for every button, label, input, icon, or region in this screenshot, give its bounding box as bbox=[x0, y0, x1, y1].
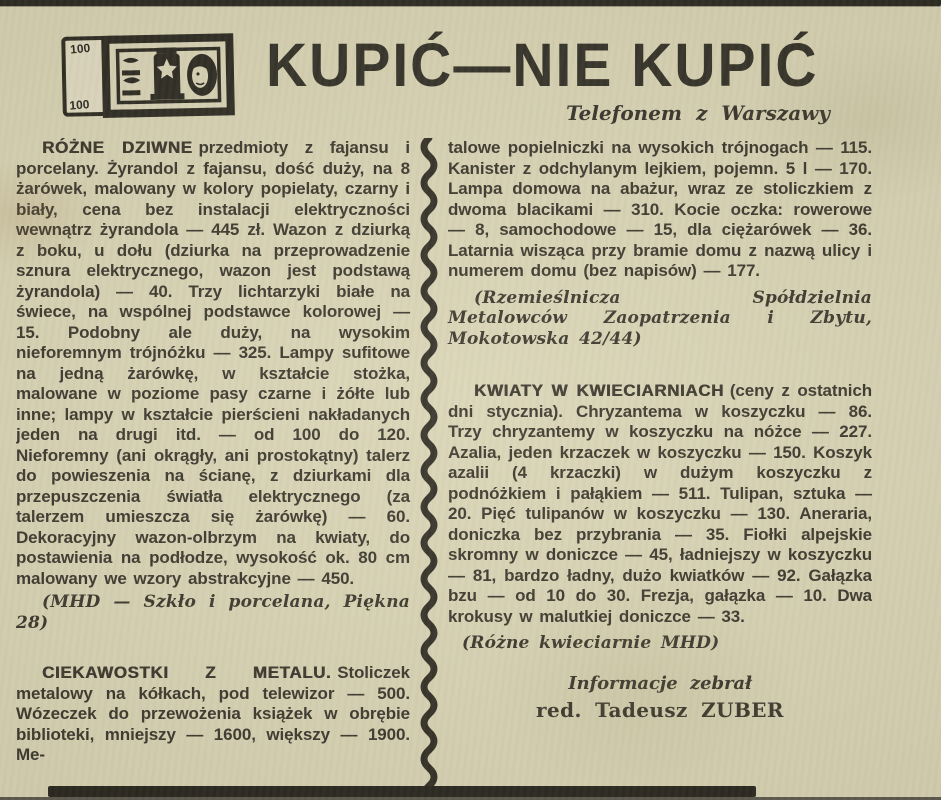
credit-metal-coop: (Rzemieślnicza Spółdzielnia Metalowców Zaopatrzenia i Zbytu, Mokotowska 42/44) bbox=[448, 287, 872, 349]
wavy-divider-icon bbox=[410, 138, 448, 793]
paragraph-flowers bbox=[448, 381, 872, 627]
byline-collected: Informacje zebrał bbox=[568, 672, 752, 694]
column-divider bbox=[410, 138, 448, 793]
column-left bbox=[16, 138, 410, 793]
page-title: KUPIĆ—NIE KUPIĆ bbox=[266, 31, 819, 101]
byline-author: red. Tadeusz ZUBER bbox=[536, 698, 784, 722]
banknote-denomination-top: 100 bbox=[69, 40, 91, 57]
paragraph-metal-lead: CIEKAWOSTKI Z METALU. bbox=[42, 663, 332, 682]
paragraph-ceramics bbox=[16, 138, 410, 589]
paragraph-metal bbox=[16, 663, 410, 766]
top-rule bbox=[0, 0, 941, 6]
column-right bbox=[448, 138, 872, 793]
paragraph-flowers-lead: KWIATY W KWIECIARNIACH bbox=[474, 381, 724, 400]
banknote-100-illustration bbox=[59, 26, 237, 122]
paragraph-flowers-text: (ceny z ostatnich dni stycznia). Chryzantema w koszyczku — 86. Trzy chryzantemy w koszyczku na nóżce — 227. Azalia, jeden krzaczek w koszyczku — 150. Koszyk azalii (4 krzaczki) w dużym koszyczku z podnóżkiem i pałąkiem — 511. Tulipan, sztuka — 20. Pięć tulipanów w koszyczku — 130. Aneraria, doniczka bez przybrania — 35. Fiołki alpejskie skromny w doniczce — 45, ładniejszy w koszyczku — 81, bardzo ładny, dużo kwiatków — 92. Gałązka bzu — od 10 do 30. Frezja, gałązka — 10. Dwa krokusy w malutkiej doniczce — 33. bbox=[448, 381, 872, 626]
dateline-subtitle: Telefonem z Warszawy bbox=[566, 101, 830, 125]
credit-mhd-glass: (MHD — Szkło i porcelana, Piękna 28) bbox=[16, 592, 410, 633]
paragraph-metal-text: Stoliczek metalowy na kółkach, pod telewizor — 500. Wózeczek do przewożenia książek w obrębie biblioteki, mniejszy — 1600, większy — 1900. Me- bbox=[16, 663, 410, 764]
banknote-denomination-bottom: 100 bbox=[68, 97, 90, 113]
paragraph-ceramics-lead: RÓŻNE DZIWNE bbox=[42, 138, 193, 157]
credit-florists: (Różne kwieciarnie MHD) bbox=[462, 633, 720, 653]
article-body bbox=[16, 138, 872, 793]
bottom-rule bbox=[48, 786, 756, 797]
banknote-svg bbox=[59, 26, 237, 122]
paragraph-metal-continued: talowe popielniczki na wysokich trójnogach — 115. Kanister z odchylanym lejkiem, pojemn. 5 l — 170. Lampa domowa na abażur, wraz ze stoliczkiem z dwoma blacikami — 310. Kocie oczka: rowerowe — 8, samochodowe — 15, dla ciężarówek — 36. Latarnia wisząca przy bramie domu z nazwą ulicy i numerem domu (bez napisów) — 177. bbox=[448, 138, 872, 280]
paragraph-ceramics-text: przedmioty z fajansu i porcelany. Żyrandol z fajansu, dość duży, na 8 żarówek, malowany w kolory popielaty, czarny i biały, cena bez instalacji elektryczności wewnątrz żyrandola — 445 zł. Wazon z dziurką z boku, u dołu (dziurka na przeprowadzenie sznura elektrycznego, wazon jest podstawą żyrandola) — 40. Trzy lichtarzyki białe na świece, na wspólnej podstawce kolorowej — 15. Podobny ale duży, na wysokim nieforemnym trójnóżku — 325. Lampy sufitowe na jedną żarówkę, w kształcie stożka, malowane w poziome pasy czarne i żółte lub inne; lampy w kształcie pierścieni nakładanych jeden na drugi itd. — od 100 do 120. Nieforemny (ani okrągły, ani prostokątny) talerz do powieszenia na ścianę, z dziurkami dla przepuszczenia światła elektrycznego (za talerzem umieszcza się żarówkę) — 60. Dekoracyjny wazon-olbrzym na kwiaty, do postawienia na podłodze, wysokość ok. 80 cm malowany we wzory abstrakcyjne — 450. bbox=[16, 138, 410, 588]
